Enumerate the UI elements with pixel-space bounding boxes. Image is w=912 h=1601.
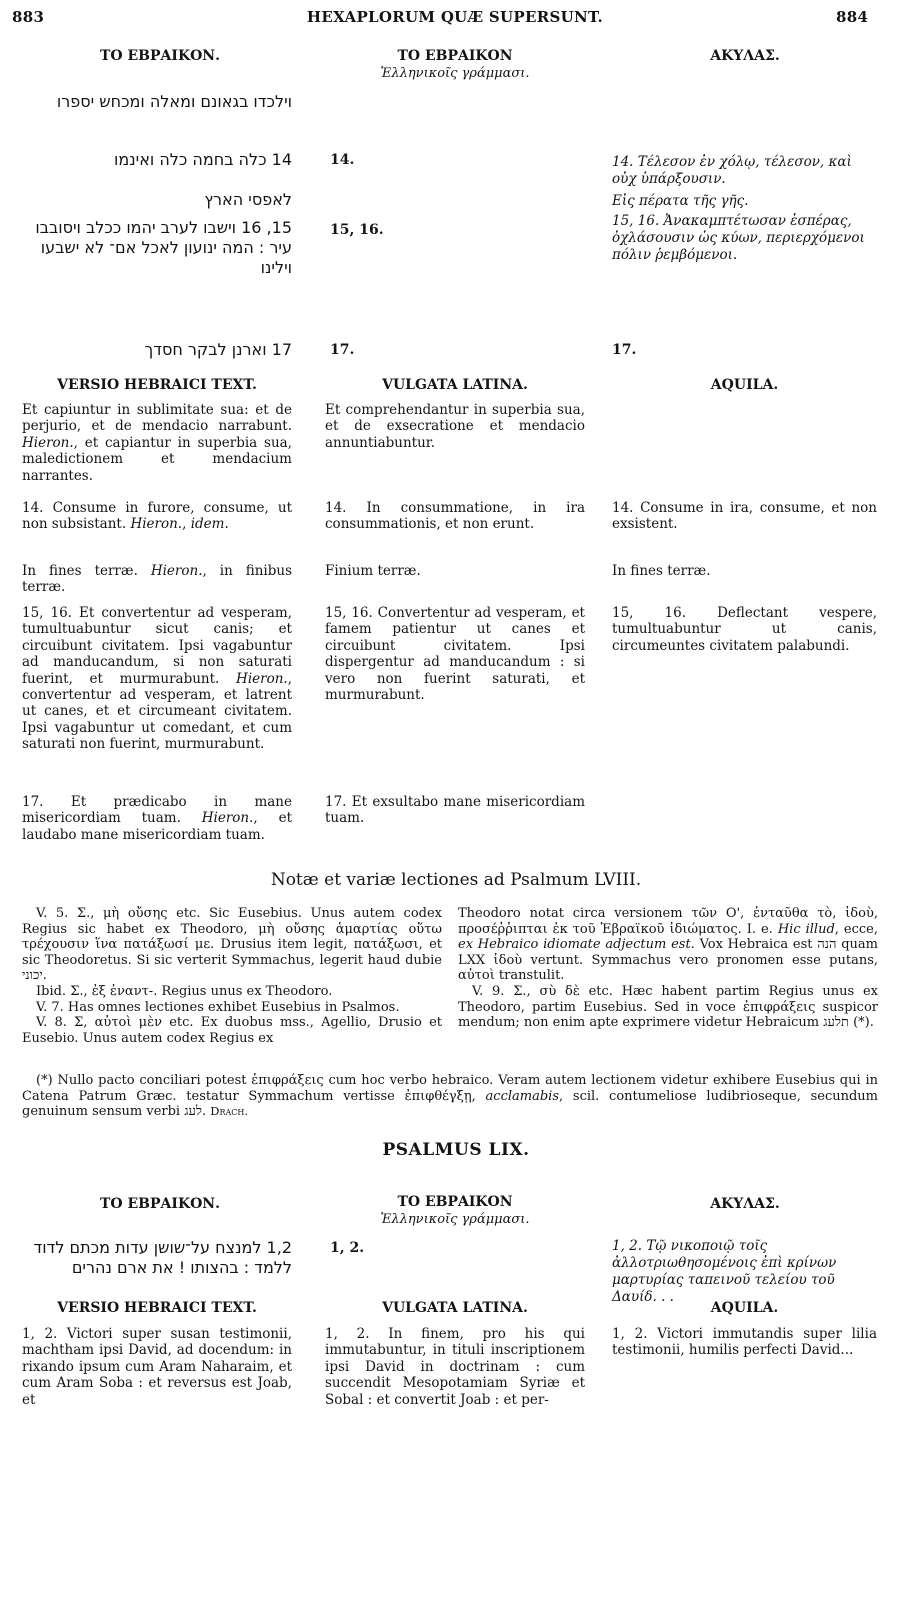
psalm-aquila-greek-1-2: 1, 2. Τῷ νικοποιῷ τοῖς ἀλλοτριωθησομένοις ἐπὶ κρίνων μαρτυρίας ταπεινοῦ τελείου τοῦ Δαυίδ. . .	[612, 1238, 837, 1305]
running-title: HEXAPLORUM QUÆ SUPERSUNT.	[306, 8, 604, 26]
verse-number-17: 17.	[330, 342, 355, 358]
versio-text: , in finibus terræ.	[22, 563, 293, 596]
note-italic: ex Hebraico idiomate adjectum est.	[458, 937, 695, 953]
notes-left-column	[22, 906, 442, 1046]
versio-verse-15-16	[22, 605, 292, 753]
aquila-greek-15-16: 15, 16. Ἀνακαμπτέτωσαν ἑσπέρας, ὀχλάσουσιν ὡς κύων, περιερχόμενοι πόλιν ῥεμβόμενοι.	[612, 213, 865, 263]
col-title-aquila: ΑΚΥΛΑΣ.	[710, 48, 780, 64]
idem-ref: idem.	[190, 516, 229, 533]
note-italic: Hic illud	[777, 921, 835, 937]
footnote	[22, 1073, 878, 1120]
versio-verse-14	[22, 500, 292, 533]
psalm-aquila-latin-1-2: 1, 2. Victori immutandis super lilia testimonii, humilis perfecti David...	[612, 1326, 877, 1359]
note-v8: V. 8. Σ, αὐτοὶ μὲν etc. Ex duobus mss., Agellio, Drusio et Eusebio. Unus autem codex Regius ex	[22, 1015, 442, 1046]
note-v8-cont	[458, 906, 878, 984]
hebrew-verse-14: 14 כלה בחמה כלה ואינמו	[113, 150, 292, 169]
psalm-vulgata-1-2: 1, 2. In finem, pro his qui immutabuntur, in tituli inscriptionem ipsi David in doctrinam : cum succendit Mesopotamiam Syriæ et Sobal : et convertit Joab : et per-	[325, 1326, 585, 1408]
hebrew-verse-15-16: 15, 16 וישבו לערב יהמו ככלב ויסובבו עיר : המה ינועון לאכל אם־ לא ישבעו וילינו	[35, 218, 292, 277]
hieron-ref: Hieron.	[201, 810, 254, 827]
psalm-col-title-hebrew: ΤΟ ΕΒΡΑΙΚΟΝ.	[100, 1196, 220, 1212]
aquila-latin-14b: In fines terræ.	[612, 563, 711, 579]
aquila-greek-14: 14. Τέλεσον ἐν χόλῳ, τέλεσον, καὶ οὐχ ὑπάρξουσιν.	[612, 154, 852, 187]
psalm-col-title-vulgata: VULGATA LATINA.	[382, 1300, 528, 1316]
versio-verse-17	[22, 794, 292, 843]
vulgata-verse-14: 14. In consummatione, in ira consummationis, et non erunt.	[325, 500, 585, 533]
versio-text: 14. Consume in furore, consume, ut non subsistant.	[22, 500, 292, 533]
col-title-aquila-latin: AQUILA.	[710, 377, 779, 393]
psalm-col-title-versio: VERSIO HEBRAICI TEXT.	[57, 1300, 257, 1316]
col-title-hebrew: ΤΟ ΕΒΡΑΙΚΟΝ.	[100, 48, 220, 64]
psalm-col-title-hebrew-greek: ΤΟ ΕΒΡΑΙΚΟΝ	[397, 1194, 513, 1210]
versio-text: , et capiantur in superbia sua, maledictionem et mendacium narrantes.	[22, 434, 292, 484]
notes-heading: Notæ et variæ lectiones ad Psalmum LVIII.	[270, 870, 642, 890]
psalm-heading: PSALMUS LIX.	[382, 1140, 530, 1160]
versio-text: Et capiuntur in sublimitate sua: et de perjurio, et de mendacio narrabunt.	[22, 402, 292, 435]
versio-text: , et laudabo mane misericordiam tuam.	[22, 810, 292, 843]
page-number-right: 884	[836, 8, 869, 26]
psalm-col-subtitle: Ἑλληνικοῖς γράμμασι.	[380, 1212, 530, 1227]
note-text: Theodoro notat circa versionem τῶν Ο', ἐνταῦθα τὸ, ἰδοὺ, προσέῤῥιπται ἐκ τοῦ Ἑβραϊκοῦ ἰδιώματος. I. e.	[458, 906, 878, 937]
hieron-ref: Hieron.	[22, 434, 74, 451]
footnote-text: , scil. contumeliose ludibrioseque, secundum genuinum sensum verbi לעג.	[22, 1088, 879, 1120]
note-ibid: Ibid. Σ., ἐξ ἐναντ-. Regius unus ex Theodoro.	[36, 983, 333, 999]
aquila-greek-14b: Εἰς πέρατα τῆς γῆς.	[612, 193, 749, 209]
aquila-latin-15-16: 15, 16. Deflectant vespere, tumultuabuntur ut canis, circumeuntes civitatem palabundi.	[612, 605, 877, 654]
note-text: , ecce,	[834, 921, 878, 937]
hieron-ref: Hieron.	[150, 563, 203, 579]
aquila-latin-14: 14. Consume in ira, consume, et non exsistent.	[612, 500, 877, 533]
footnote-text: (*) Nullo pacto conciliari potest ἐπιφράξεις cum hoc verbo hebraico. Veram autem lectionem videtur exhibere Eusebius qui in Catena Patrum Græc. testatur Symmachum vertisse ἐπιφθέγξῃ,	[22, 1073, 878, 1104]
verse-number-14: 14.	[330, 152, 355, 168]
vulgata-verse-15-16: 15, 16. Convertentur ad vesperam, et famem patientur ut canes et circuibunt civitatem. Ipsi dispergentur ad manducandum : si vero non fuerint saturati, et murmurabunt.	[325, 605, 585, 704]
note-v9: V. 9. Σ., σὺ δὲ etc. Hæc habent partim Regius unus ex Theodoro, partim Eusebius. Sed in voce ἐπιφράξεις suspicor mendum; non enim apte exprimere videtur Hebraicum תלעג (*).	[458, 983, 878, 1031]
vulgata-verse-13: Et comprehendantur in superbia sua, et de exsecratione et mendacio annuntiabuntur.	[325, 402, 585, 451]
note-v5: V. 5. Σ., μὴ οὔσης etc. Sic Eusebius. Unus autem codex Regius sic habet ex Theodoro, μὴ οὔσης ἁμαρτίας οὕτω τρέχουσιν ἵνα πατάξωσί με. Drusius item legit, πατάξωσι, et sic Theodoretus. Si sic verterit Symmachus, legerit haud dubie יכוני.	[22, 906, 442, 984]
verse-number-15-16: 15, 16.	[330, 222, 384, 238]
versio-text: 17. Et prædicabo in mane misericordiam tuam.	[22, 794, 292, 827]
versio-text: 15, 16. Et convertentur ad vesperam, tumultuabuntur sicut canis; et circuibunt civitatem. Ipsi vagabuntur ad manducandum, si non saturati fuerint, et murmurabunt.	[22, 605, 292, 687]
psalm-versio-1-2: 1, 2. Victori super susan testimonii, machtham ipsi David, ad docendum: in rixando ipsum cum Aram Naharaim, et cum Aram Soba : et reversus est Joab, et	[22, 1326, 292, 1408]
col-title-hebrew-greek: ΤΟ ΕΒΡΑΙΚΟΝ	[397, 48, 513, 64]
psalm-col-title-aquila: ΑΚΥΛΑΣ.	[710, 1196, 780, 1212]
hebrew-verse-14b: לאפסי הארץ	[204, 190, 292, 209]
hieron-ref: Hieron.	[130, 516, 183, 533]
psalm-verse-number-1-2: 1, 2.	[330, 1240, 365, 1256]
hebrew-verse-13: וילכדו בגאונם ומאלה ומכחש יספרו	[56, 92, 292, 111]
versio-text: In fines terræ.	[22, 563, 138, 579]
hieron-ref: Hieron.	[236, 670, 288, 687]
hebrew-verse-17: 17 וארנן לבקר חסדך	[144, 340, 292, 359]
versio-verse-13	[22, 402, 292, 484]
author-signature: Drach.	[210, 1104, 249, 1119]
col-title-vulgata: VULGATA LATINA.	[382, 377, 528, 393]
col-subtitle-greek-letters: Ἑλληνικοῖς γράμμασι.	[380, 66, 530, 81]
vulgata-verse-17: 17. Et exsultabo mane misericordiam tuam.	[325, 794, 585, 827]
psalm-hebrew-1-2: 1,2 למנצח על־שושן עדות מכתם לדוד ללמד : בהצותו ! את ארם נהרים	[33, 1238, 292, 1277]
versio-text: , convertentur ad vesperam, et latrent ut canes, et et circumeant civitatem. Ipsi vagabuntur ut comedant, et cum saturati non fuerint, murmurabunt.	[22, 670, 292, 753]
note-v7: V. 7. Has omnes lectiones exhibet Eusebius in Psalmos.	[36, 999, 400, 1015]
notes-right-column	[458, 906, 878, 1031]
versio-text: ,	[182, 516, 191, 533]
aquila-verse-17: 17.	[612, 342, 637, 358]
footnote-italic: acclamabis	[485, 1088, 559, 1104]
vulgata-verse-14b: Finium terræ.	[325, 563, 421, 579]
col-title-versio: VERSIO HEBRAICI TEXT.	[57, 377, 257, 393]
psalm-col-title-aquila-latin: AQUILA.	[710, 1300, 779, 1316]
page-number-left: 883	[12, 8, 45, 26]
note-text: Vox Hebraica est הנה quam LXX ἰδοὺ vertunt. Symmachus vero pronomen esse putans, αὐτοὶ transtulit.	[458, 937, 878, 984]
versio-verse-14b	[22, 563, 292, 596]
